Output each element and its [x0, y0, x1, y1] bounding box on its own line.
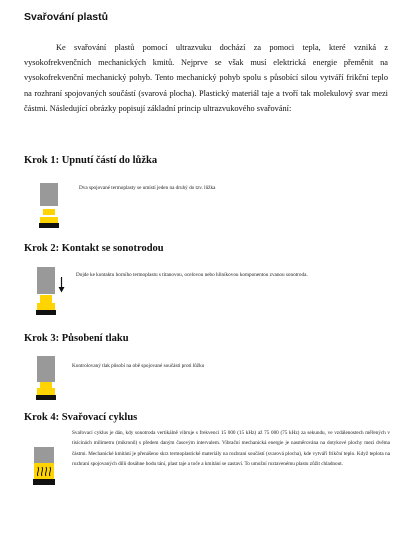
lower-part [37, 303, 55, 310]
step-3-description: Kontrolovaný tlak působí na obě spojované součásti proti lůžku [72, 363, 205, 369]
heat-icon [36, 465, 52, 477]
step-2-illustration [37, 267, 65, 315]
step-1-illustration [40, 183, 58, 228]
step-3-illustration [37, 356, 55, 400]
step-2-heading: Krok 2: Kontakt se sonotrodou [24, 243, 164, 254]
sonotrode [37, 356, 55, 382]
sonotrode [40, 183, 58, 206]
step-2-description: Dojde ke kontaktu horního termoplastu s titanovou, ocelovou nebo hliníkovou komponentou zvanou sonotroda. [76, 272, 308, 278]
fixture [39, 223, 59, 228]
fixture [33, 479, 55, 485]
step-4-heading: Krok 4: Svařovací cyklus [24, 412, 138, 423]
step-4-description: Svařovací cyklus je dán, kdy sonotroda vertikálně vibruje s frekvencí 15 000 (15 kHz) až 75 000 (75 kHz) za sekundu, ve vzdálenostech měřených v tisícinách milimetru (mikronů) s předem daným časovým intervalem. Vibrační mechanická energie je nasměrována na dotykové plochy mezi dvěma částmi. Mechanické kmitání je přenášeno skrz termoplastické materiály na rozhraní součástí (svarová plocha), kde vytváří frikční teplo. Když teplota na rozhraní spojovaných dílů dosáhne bodu tání, plast taje a toče a kmitání se zastaví. To umožní roztavenému plastu zůžit chladnout. [72, 430, 390, 468]
fixture [36, 310, 56, 315]
step-3-heading: Krok 3: Působení tlaku [24, 333, 129, 344]
step-4-illustration [34, 447, 54, 485]
step-1-description: Dva spojované termoplasty se umístí jeden na druhý do tzv. lůžka [79, 185, 216, 191]
intro-paragraph: Ke svařování plastů pomocí ultrazvuku dochází za pomoci tepla, které vzniká z vysokofrekvenčních mechanických kmitů. Nejprve se však musí elektrická energie přeměnit na vysokofrekvenční mechanický pohyb. Tento mechanický pohyb spolu s působící silou vytváří frikční teplo na rozhraní spojovaných součástí (svarová plocha). Plastický materiál taje a tvoří tak molekulový svar mezi částmi. Následující obrázky popisují základní princip ultrazvukového svařování: [24, 43, 388, 113]
fixture [36, 395, 56, 400]
step-1-heading: Krok 1: Upnutí částí do lůžka [24, 155, 158, 166]
sonotrode [34, 447, 54, 463]
page-title: Svařování plastů [24, 11, 109, 23]
upper-part [40, 295, 52, 303]
lower-part [37, 388, 55, 395]
arrow-down-icon [58, 277, 65, 293]
upper-part [43, 209, 55, 215]
sonotrode [37, 267, 55, 294]
